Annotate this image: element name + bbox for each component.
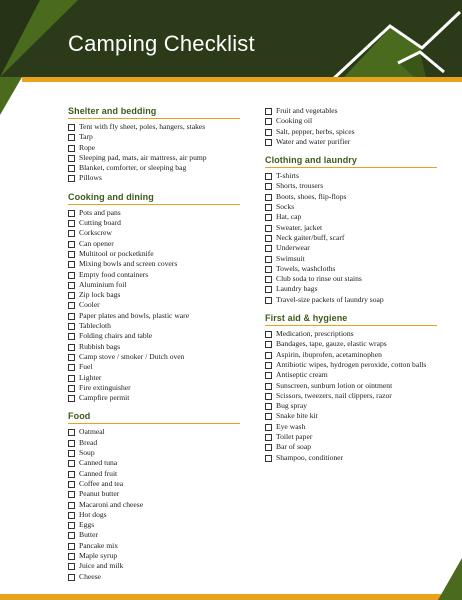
header-banner xyxy=(0,0,462,77)
checkbox-icon[interactable] xyxy=(265,413,272,420)
checkbox-icon[interactable] xyxy=(265,297,272,304)
checkbox-icon[interactable] xyxy=(68,481,75,488)
checkbox-icon[interactable] xyxy=(265,173,272,180)
item-label: Fire extinguisher xyxy=(79,382,131,392)
checkbox-icon[interactable] xyxy=(68,512,75,519)
section-cooking xyxy=(68,192,240,404)
section-title: Shelter and bedding xyxy=(68,106,240,119)
checklist-item[interactable] xyxy=(68,458,240,468)
checklist-item[interactable] xyxy=(68,448,240,458)
item-label: Canned fruit xyxy=(79,468,118,478)
checkbox-icon[interactable] xyxy=(68,210,75,217)
checkbox-icon[interactable] xyxy=(265,393,272,400)
checkbox-icon[interactable] xyxy=(265,352,272,359)
checklist-item[interactable] xyxy=(265,233,437,243)
checklist-item[interactable] xyxy=(68,541,240,551)
item-label: Soup xyxy=(79,448,95,458)
checkbox-icon[interactable] xyxy=(68,220,75,227)
item-label: Hot dogs xyxy=(79,509,107,519)
checklist-item[interactable] xyxy=(265,223,437,233)
item-label: Bar of soap xyxy=(276,442,312,452)
section-title: First aid & hygiene xyxy=(265,313,437,326)
checklist-item[interactable] xyxy=(265,116,437,126)
tent-icon xyxy=(302,0,462,77)
checkbox-icon[interactable] xyxy=(68,165,75,172)
checklist-item[interactable] xyxy=(265,202,437,212)
checklist-item[interactable] xyxy=(265,274,437,284)
checkbox-icon[interactable] xyxy=(68,241,75,248)
section-shelter xyxy=(68,106,240,184)
item-label: Fuel xyxy=(79,362,93,372)
item-label: Neck gaiter/buff, scarf xyxy=(276,232,345,242)
item-label: Tent with fly sheet, poles, hangers, stakes xyxy=(79,122,206,131)
checkbox-icon[interactable] xyxy=(265,455,272,462)
checkbox-icon[interactable] xyxy=(68,522,75,529)
checklist-item[interactable] xyxy=(68,280,240,290)
checkbox-icon[interactable] xyxy=(68,313,75,320)
checklist-item[interactable] xyxy=(68,489,240,499)
checkbox-icon[interactable] xyxy=(265,245,272,252)
item-label: Laundry bags xyxy=(276,284,318,294)
checklist-item[interactable] xyxy=(68,500,240,510)
item-label: Socks xyxy=(276,202,295,212)
checkbox-icon[interactable] xyxy=(68,385,75,392)
checklist-item[interactable] xyxy=(265,329,437,339)
item-label: Snake bite kit xyxy=(276,411,318,421)
checklist-item[interactable] xyxy=(68,321,240,331)
item-label: Scissors, tweezers, nail clippers, razor xyxy=(276,390,392,400)
checkbox-icon[interactable] xyxy=(265,372,272,379)
checklist-item[interactable] xyxy=(68,331,240,341)
checklist-item[interactable] xyxy=(265,339,437,349)
checklist-item[interactable] xyxy=(265,453,437,463)
item-label: Empty food containers xyxy=(79,269,149,279)
item-label: Mixing bowls and screen covers xyxy=(79,259,178,269)
checkbox-icon[interactable] xyxy=(68,395,75,402)
checkbox-icon[interactable] xyxy=(68,134,75,141)
checklist-item[interactable] xyxy=(265,422,437,432)
checklist-item[interactable] xyxy=(68,122,240,132)
checklist-item[interactable] xyxy=(68,300,240,310)
item-label: Paper plates and bowls, plastic ware xyxy=(79,310,190,320)
item-label: Tablecloth xyxy=(79,321,111,331)
item-label: Medication, prescriptions xyxy=(276,329,354,339)
item-label: Rope xyxy=(79,142,96,152)
checklist-item[interactable] xyxy=(68,520,240,530)
checkbox-icon[interactable] xyxy=(265,225,272,232)
section-clothing xyxy=(265,155,437,305)
item-label: Travel-size packets of laundry soap xyxy=(276,294,384,304)
checklist-item[interactable] xyxy=(68,342,240,352)
item-label: Underwear xyxy=(276,243,310,253)
header-corner-shadow xyxy=(0,0,40,77)
item-label: Cooking oil xyxy=(276,116,313,126)
checklist-item[interactable] xyxy=(68,561,240,571)
checkbox-icon[interactable] xyxy=(68,429,75,436)
checkbox-icon[interactable] xyxy=(265,214,272,221)
checklist-item[interactable] xyxy=(68,362,240,372)
checkbox-icon[interactable] xyxy=(265,139,272,146)
item-label: Water and water purifier xyxy=(276,136,351,146)
checkbox-icon[interactable] xyxy=(68,502,75,509)
checkbox-icon[interactable] xyxy=(68,532,75,539)
section-title: Clothing and laundry xyxy=(265,155,437,168)
checklist-item[interactable] xyxy=(68,469,240,479)
checkbox-icon[interactable] xyxy=(265,194,272,201)
item-label: Cheese xyxy=(79,571,101,581)
checkbox-icon[interactable] xyxy=(68,375,75,382)
checkbox-icon[interactable] xyxy=(265,266,272,273)
checklist-item[interactable] xyxy=(68,427,240,437)
left-green-accent xyxy=(0,77,22,115)
item-label: Toilet paper xyxy=(276,432,313,442)
checklist-item[interactable] xyxy=(265,106,437,116)
checklist-item[interactable] xyxy=(68,510,240,520)
item-label: Lighter xyxy=(79,372,102,382)
checkbox-icon[interactable] xyxy=(68,574,75,581)
checklist-item[interactable] xyxy=(68,438,240,448)
checkbox-icon[interactable] xyxy=(68,261,75,268)
checkbox-icon[interactable] xyxy=(68,471,75,478)
item-label: Sweater, jacket xyxy=(276,222,323,232)
checkbox-icon[interactable] xyxy=(265,256,272,263)
checklist-item[interactable] xyxy=(265,381,437,391)
checklist-item[interactable] xyxy=(265,411,437,421)
checkbox-icon[interactable] xyxy=(68,354,75,361)
checkbox-icon[interactable] xyxy=(265,444,272,451)
checklist-item[interactable] xyxy=(265,360,437,370)
item-label: Eggs xyxy=(79,520,95,530)
section-first-aid xyxy=(265,313,437,463)
checklist-item[interactable] xyxy=(68,153,240,163)
checkbox-icon[interactable] xyxy=(68,491,75,498)
checkbox-icon[interactable] xyxy=(68,282,75,289)
checklist-item[interactable] xyxy=(265,137,437,147)
checklist-item[interactable] xyxy=(265,432,437,442)
checklist-item[interactable] xyxy=(265,171,437,181)
item-label: Rubbish bags xyxy=(79,341,121,351)
checklist-item[interactable] xyxy=(68,163,240,173)
checkbox-icon[interactable] xyxy=(265,276,272,283)
item-label: Zip lock bags xyxy=(79,290,121,300)
checkbox-icon[interactable] xyxy=(68,563,75,570)
item-label: Shorts, trousers xyxy=(276,181,324,191)
checkbox-icon[interactable] xyxy=(68,553,75,560)
checklist-item[interactable] xyxy=(68,572,240,582)
checklist-item[interactable] xyxy=(68,393,240,403)
checklist-item[interactable] xyxy=(265,264,437,274)
checkbox-icon[interactable] xyxy=(68,175,75,182)
checkbox-icon[interactable] xyxy=(68,450,75,457)
item-label: Bandages, tape, gauze, elastic wraps xyxy=(276,339,387,349)
checklist-item[interactable] xyxy=(68,530,240,540)
checklist-item[interactable] xyxy=(68,208,240,218)
item-label: Canned tuna xyxy=(79,458,118,468)
item-label: Multitool or pocketknife xyxy=(79,248,154,258)
item-label: Boots, shoes, flip-flops xyxy=(276,191,347,201)
checklist-item[interactable] xyxy=(68,373,240,383)
checkbox-icon[interactable] xyxy=(68,272,75,279)
right-column xyxy=(265,106,437,471)
section-title: Cooking and dining xyxy=(68,192,240,205)
item-label: Club soda to rinse out stains xyxy=(276,274,362,284)
checkbox-icon[interactable] xyxy=(265,403,272,410)
item-label: Can opener xyxy=(79,238,114,248)
checkbox-icon[interactable] xyxy=(68,333,75,340)
checkbox-icon[interactable] xyxy=(265,235,272,242)
checkbox-icon[interactable] xyxy=(265,383,272,390)
checklist-item[interactable] xyxy=(68,173,240,183)
checkbox-icon[interactable] xyxy=(265,434,272,441)
checkbox-icon[interactable] xyxy=(68,344,75,351)
page-title: Camping Checklist xyxy=(68,31,255,56)
checklist-item[interactable] xyxy=(68,239,240,249)
header-orange-band xyxy=(22,77,462,82)
checkbox-icon[interactable] xyxy=(68,460,75,467)
section-title: Food xyxy=(68,411,240,424)
item-label: Sleeping pad, mats, air mattress, air pump xyxy=(79,152,207,162)
checkbox-icon[interactable] xyxy=(265,331,272,338)
checkbox-icon[interactable] xyxy=(265,108,272,115)
checklist-item[interactable] xyxy=(68,383,240,393)
checkbox-icon[interactable] xyxy=(265,362,272,369)
item-label: Eye wash xyxy=(276,421,306,431)
checkbox-icon[interactable] xyxy=(265,129,272,136)
item-label: Aluminium foil xyxy=(79,279,127,289)
checklist-item[interactable] xyxy=(265,127,437,137)
checkbox-icon[interactable] xyxy=(68,251,75,258)
item-label: Campfire permit xyxy=(79,393,130,403)
item-label: Folding chairs and table xyxy=(79,331,153,341)
item-label: Aspirin, ibuprofen, acetaminophen xyxy=(276,349,382,359)
item-label: Pillows xyxy=(79,173,102,183)
checklist-item[interactable] xyxy=(68,218,240,228)
item-label: Coffee and tea xyxy=(79,478,124,488)
left-column xyxy=(68,106,240,590)
item-label: Macaroni and cheese xyxy=(79,499,144,509)
item-label: Pots and pans xyxy=(79,207,121,217)
item-label: Peanut butter xyxy=(79,489,120,499)
checklist-item[interactable] xyxy=(265,192,437,202)
checkbox-icon[interactable] xyxy=(68,302,75,309)
checklist-item[interactable] xyxy=(265,442,437,452)
checkbox-icon[interactable] xyxy=(68,440,75,447)
item-label: Tarp xyxy=(79,132,93,142)
checkbox-icon[interactable] xyxy=(68,145,75,152)
checklist-item[interactable] xyxy=(68,132,240,142)
item-label: Pancake mix xyxy=(79,540,119,550)
item-label: Butter xyxy=(79,530,98,540)
item-label: Maple syrup xyxy=(79,550,118,560)
checkbox-icon[interactable] xyxy=(265,204,272,211)
checkbox-icon[interactable] xyxy=(68,124,75,131)
item-label: Bug spray xyxy=(276,401,308,411)
checklist-item[interactable] xyxy=(68,352,240,362)
checkbox-icon[interactable] xyxy=(68,292,75,299)
checkbox-icon[interactable] xyxy=(265,286,272,293)
item-label: Shampoo, conditioner xyxy=(276,452,344,462)
checklist-item[interactable] xyxy=(68,249,240,259)
item-label: Oatmeal xyxy=(79,427,105,437)
checkbox-icon[interactable] xyxy=(68,543,75,550)
checkbox-icon[interactable] xyxy=(265,341,272,348)
item-label: Antiseptic cream xyxy=(276,370,328,380)
item-label: Swimsuit xyxy=(276,253,305,263)
checklist-item[interactable] xyxy=(265,401,437,411)
item-label: T-shirts xyxy=(276,171,299,181)
checklist-item[interactable] xyxy=(68,551,240,561)
checklist-item[interactable] xyxy=(265,181,437,191)
checkbox-icon[interactable] xyxy=(68,364,75,371)
checkbox-icon[interactable] xyxy=(265,118,272,125)
item-label: Sunscreen, sunburn lotion or ointment xyxy=(276,380,393,390)
checklist-item[interactable] xyxy=(265,284,437,294)
footer-green-accent xyxy=(438,558,462,600)
checkbox-icon[interactable] xyxy=(68,155,75,162)
checkbox-icon[interactable] xyxy=(265,183,272,190)
section-food xyxy=(68,411,240,581)
item-label: Fruit and vegetables xyxy=(276,106,338,115)
item-label: Camp stove / smoker / Dutch oven xyxy=(79,351,185,361)
checklist-item[interactable] xyxy=(265,254,437,264)
checkbox-icon[interactable] xyxy=(265,424,272,431)
item-label: Corkscrew xyxy=(79,228,112,238)
item-label: Antibiotic wipes, hydrogen peroxide, cotton balls xyxy=(276,359,427,369)
checklist-item[interactable] xyxy=(68,259,240,269)
item-label: Salt, pepper, herbs, spices xyxy=(276,126,355,136)
checklist-item[interactable] xyxy=(265,350,437,360)
item-label: Bread xyxy=(79,437,98,447)
item-label: Cutting board xyxy=(79,218,121,228)
checklist-item[interactable] xyxy=(68,311,240,321)
checklist-item[interactable] xyxy=(68,479,240,489)
checklist-item[interactable] xyxy=(68,228,240,238)
checkbox-icon[interactable] xyxy=(68,323,75,330)
checklist-item[interactable] xyxy=(68,270,240,280)
checklist-item[interactable] xyxy=(265,212,437,222)
checklist-item[interactable] xyxy=(265,391,437,401)
item-label: Juice and milk xyxy=(79,561,124,571)
checklist-item[interactable] xyxy=(265,243,437,253)
checkbox-icon[interactable] xyxy=(68,230,75,237)
checklist-item[interactable] xyxy=(68,290,240,300)
checklist-item[interactable] xyxy=(265,295,437,305)
item-label: Towels, washcloths xyxy=(276,263,336,273)
item-label: Cooler xyxy=(79,300,100,310)
food-continued-list xyxy=(265,106,437,147)
checklist-item[interactable] xyxy=(265,370,437,380)
footer-orange-band xyxy=(0,594,462,600)
item-label: Blanket, comforter, or sleeping bag xyxy=(79,163,187,173)
item-label: Hat, cap xyxy=(276,212,302,222)
checklist-item[interactable] xyxy=(68,143,240,153)
